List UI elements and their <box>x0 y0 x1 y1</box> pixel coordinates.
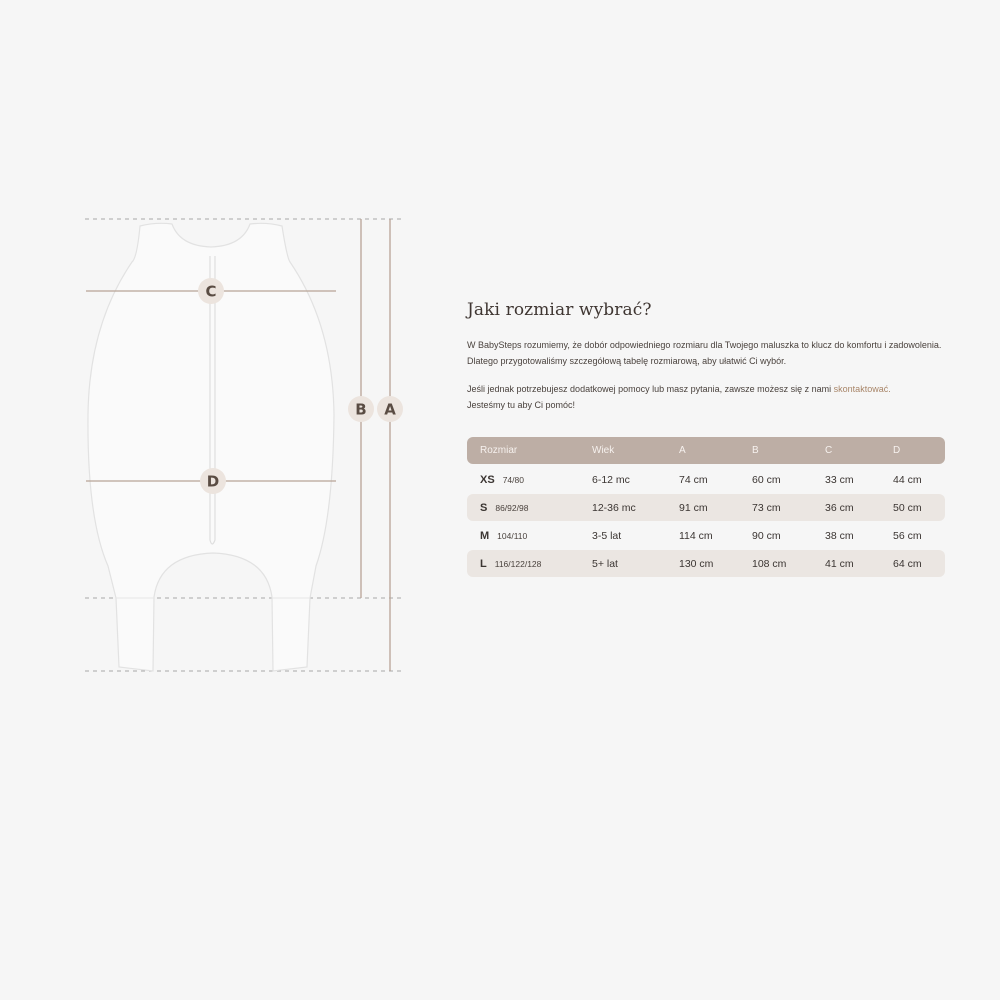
size-range: 74/80 <box>502 474 524 485</box>
age-cell: 3-5 lat <box>592 529 622 542</box>
a-cell: 114 cm <box>679 529 713 542</box>
help-line-2: Jesteśmy tu aby Ci pomóc! <box>467 400 576 410</box>
table-row-s <box>467 494 945 521</box>
badge-c-label: C <box>205 282 217 301</box>
age-cell: 5+ lat <box>592 557 618 570</box>
size-diagram <box>0 0 460 700</box>
table-row-l <box>467 550 945 577</box>
c-cell: 36 cm <box>825 501 854 514</box>
table-row-xs <box>467 466 945 493</box>
header-age: Wiek <box>592 445 615 456</box>
d-cell: 44 cm <box>893 473 922 486</box>
badge-b-label: B <box>355 400 367 419</box>
size-code: M <box>480 529 490 542</box>
size-cell <box>467 474 586 486</box>
b-cell: 90 cm <box>752 529 781 542</box>
b-cell: 60 cm <box>752 473 781 486</box>
intro-line-2: Dlatego przygotowaliśmy szczegółową tabelę rozmiarową, aby ułatwić Ci wybór. <box>467 356 787 366</box>
size-table <box>467 437 945 577</box>
c-cell: 38 cm <box>825 529 854 542</box>
badge-c <box>198 278 224 304</box>
size-range: 104/110 <box>497 530 528 541</box>
size-cell <box>467 502 586 514</box>
table-row-m <box>467 522 945 549</box>
badge-d-label: D <box>206 472 220 491</box>
header-d: D <box>893 445 901 456</box>
a-cell: 74 cm <box>679 473 708 486</box>
badge-a-label: A <box>384 400 396 419</box>
intro-line-1: W BabySteps rozumiemy, że dobór odpowiedniego rozmiaru dla Twojego maluszka to klucz do komfortu i zadowolenia. <box>467 340 942 350</box>
size-guide-content <box>467 300 947 578</box>
header-a: A <box>679 445 686 456</box>
a-cell: 130 cm <box>679 557 714 570</box>
size-code: L <box>480 557 487 570</box>
b-cell: 108 cm <box>752 557 787 570</box>
d-cell: 64 cm <box>893 557 922 570</box>
size-range: 116/122/128 <box>494 558 542 569</box>
d-cell: 56 cm <box>893 529 922 542</box>
header-size: Rozmiar <box>480 445 518 456</box>
d-cell: 50 cm <box>893 501 922 514</box>
badge-b <box>348 396 374 422</box>
badge-d <box>200 468 226 494</box>
intro-paragraph <box>467 337 947 369</box>
header-c: C <box>825 445 833 456</box>
c-cell: 41 cm <box>825 557 854 570</box>
size-code: S <box>480 501 488 514</box>
age-cell: 12-36 mc <box>592 501 636 514</box>
a-cell: 91 cm <box>679 501 708 514</box>
badge-a <box>377 396 403 422</box>
header-b: B <box>752 445 759 456</box>
help-paragraph <box>467 381 947 413</box>
table-header-row <box>467 437 945 464</box>
age-cell: 6-12 mc <box>592 473 630 486</box>
size-range: 86/92/98 <box>495 502 529 513</box>
b-cell: 73 cm <box>752 501 781 514</box>
size-cell <box>467 530 586 542</box>
c-cell: 33 cm <box>825 473 854 486</box>
help-line-1 <box>467 381 947 397</box>
page-title: Jaki rozmiar wybrać? <box>467 300 652 320</box>
help-line-1-text: Jeśli jednak potrzebujesz dodatkowej pomocy lub masz pytania, zawsze możesz się z nami <box>467 384 834 394</box>
size-cell <box>467 558 586 570</box>
size-code: XS <box>480 473 495 486</box>
contact-link[interactable]: skontaktować. <box>833 384 891 394</box>
